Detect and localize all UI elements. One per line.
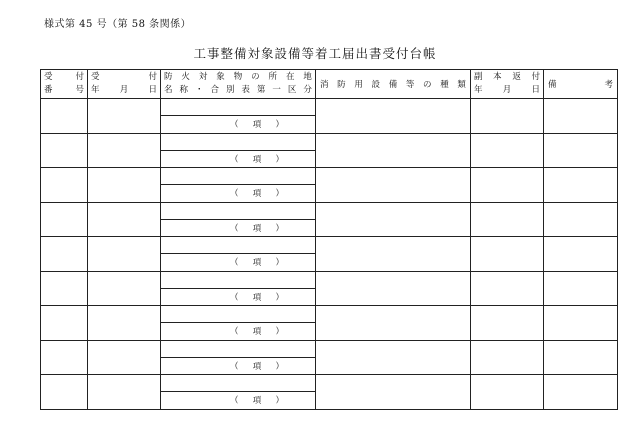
cell-receipt-date[interactable] [88, 375, 161, 410]
header-copy-return-line1: 副 本 返 付 [474, 72, 540, 82]
table-row [41, 133, 618, 168]
cell-location[interactable] [161, 306, 316, 341]
cell-receipt-number[interactable] [41, 99, 88, 134]
cell-equipment-type[interactable] [316, 99, 471, 134]
header-receipt-date-line1: 受 付 [91, 72, 157, 82]
location-cell [161, 272, 315, 306]
cell-receipt-date[interactable] [88, 99, 161, 134]
location-cell [161, 168, 315, 202]
header-remarks: 備 考 [544, 70, 618, 99]
cell-location[interactable] [161, 168, 316, 203]
cell-equipment-type[interactable] [316, 202, 471, 237]
cell-remarks[interactable] [544, 375, 618, 410]
occupancy-class-label: （ 項 ） [230, 120, 284, 131]
occupancy-class-label: （ 項 ） [230, 223, 284, 234]
location-name-field[interactable] [161, 272, 315, 289]
header-location [161, 70, 316, 99]
location-cell [161, 341, 315, 375]
cell-copy-return-date[interactable] [471, 99, 544, 134]
header-equipment-type: 消 防 用 設 備 等 の 種 類 [316, 70, 471, 99]
header-receipt-number-line2: 番 号 [44, 85, 84, 95]
cell-remarks[interactable] [544, 168, 618, 203]
occupancy-class-field[interactable] [161, 116, 315, 133]
location-cell [161, 306, 315, 340]
cell-copy-return-date[interactable] [471, 202, 544, 237]
cell-receipt-number[interactable] [41, 168, 88, 203]
cell-remarks[interactable] [544, 306, 618, 341]
cell-receipt-number[interactable] [41, 133, 88, 168]
location-name-field[interactable] [161, 341, 315, 358]
cell-copy-return-date[interactable] [471, 340, 544, 375]
cell-receipt-date[interactable] [88, 306, 161, 341]
cell-receipt-number[interactable] [41, 271, 88, 306]
occupancy-class-label: （ 項 ） [230, 258, 284, 269]
cell-equipment-type[interactable] [316, 340, 471, 375]
occupancy-class-label: （ 項 ） [230, 327, 284, 338]
cell-copy-return-date[interactable] [471, 271, 544, 306]
occupancy-class-field[interactable] [161, 151, 315, 168]
location-name-field[interactable] [161, 237, 315, 254]
cell-remarks[interactable] [544, 202, 618, 237]
cell-remarks[interactable] [544, 133, 618, 168]
location-name-field[interactable] [161, 134, 315, 151]
cell-equipment-type[interactable] [316, 133, 471, 168]
header-copy-return-date [471, 70, 544, 99]
table-row [41, 271, 618, 306]
header-receipt-number [41, 70, 88, 99]
location-cell [161, 375, 315, 409]
cell-copy-return-date[interactable] [471, 133, 544, 168]
occupancy-class-field[interactable] [161, 392, 315, 409]
table-row [41, 306, 618, 341]
form-number: 様式第 45 号（第 58 条関係） [44, 19, 192, 30]
occupancy-class-field[interactable] [161, 323, 315, 340]
occupancy-class-field[interactable] [161, 289, 315, 306]
header-row [41, 70, 618, 99]
location-cell [161, 203, 315, 237]
ledger-table [40, 69, 618, 410]
cell-receipt-number[interactable] [41, 306, 88, 341]
cell-equipment-type[interactable] [316, 375, 471, 410]
location-name-field[interactable] [161, 306, 315, 323]
occupancy-class-field[interactable] [161, 185, 315, 202]
cell-location[interactable] [161, 375, 316, 410]
cell-receipt-date[interactable] [88, 237, 161, 272]
occupancy-class-label: （ 項 ） [230, 361, 284, 372]
cell-copy-return-date[interactable] [471, 375, 544, 410]
header-receipt-number-line1: 受 付 [44, 72, 84, 82]
occupancy-class-field[interactable] [161, 220, 315, 237]
occupancy-class-label: （ 項 ） [230, 154, 284, 165]
header-receipt-date [88, 70, 161, 99]
table-row [41, 375, 618, 410]
header-location-line2: 名 称 ・ 合 別 表 第 一 区 分 [164, 85, 312, 95]
header-location-line1: 防 火 対 象 物 の 所 在 地 [164, 72, 312, 82]
cell-receipt-date[interactable] [88, 271, 161, 306]
document-title: 工事整備対象設備等着工届出書受付台帳 [193, 46, 437, 61]
cell-remarks[interactable] [544, 99, 618, 134]
occupancy-class-field[interactable] [161, 358, 315, 375]
table-row [41, 99, 618, 134]
cell-receipt-number[interactable] [41, 340, 88, 375]
location-name-field[interactable] [161, 203, 315, 220]
occupancy-class-label: （ 項 ） [230, 396, 284, 407]
table-row [41, 202, 618, 237]
occupancy-class-field[interactable] [161, 254, 315, 271]
cell-location[interactable] [161, 271, 316, 306]
cell-receipt-date[interactable] [88, 202, 161, 237]
cell-receipt-number[interactable] [41, 375, 88, 410]
cell-equipment-type[interactable] [316, 237, 471, 272]
cell-receipt-number[interactable] [41, 237, 88, 272]
cell-remarks[interactable] [544, 237, 618, 272]
table-row [41, 237, 618, 272]
table-row [41, 168, 618, 203]
occupancy-class-label: （ 項 ） [230, 189, 284, 200]
cell-copy-return-date[interactable] [471, 237, 544, 272]
location-name-field[interactable] [161, 375, 315, 392]
cell-location[interactable] [161, 202, 316, 237]
location-cell [161, 99, 315, 133]
cell-remarks[interactable] [544, 340, 618, 375]
cell-receipt-date[interactable] [88, 133, 161, 168]
location-name-field[interactable] [161, 168, 315, 185]
cell-receipt-number[interactable] [41, 202, 88, 237]
cell-equipment-type[interactable] [316, 168, 471, 203]
cell-equipment-type[interactable] [316, 306, 471, 341]
cell-copy-return-date[interactable] [471, 168, 544, 203]
occupancy-class-label: （ 項 ） [230, 292, 284, 303]
cell-copy-return-date[interactable] [471, 306, 544, 341]
cell-location[interactable] [161, 340, 316, 375]
cell-receipt-date[interactable] [88, 340, 161, 375]
header-receipt-date-line2: 年 月 日 [91, 85, 157, 95]
cell-receipt-date[interactable] [88, 168, 161, 203]
cell-equipment-type[interactable] [316, 271, 471, 306]
cell-remarks[interactable] [544, 271, 618, 306]
cell-location[interactable] [161, 133, 316, 168]
table-row [41, 340, 618, 375]
location-cell [161, 237, 315, 271]
cell-location[interactable] [161, 99, 316, 134]
location-name-field[interactable] [161, 99, 315, 116]
cell-location[interactable] [161, 237, 316, 272]
header-copy-return-line2: 年 月 日 [474, 85, 540, 95]
location-cell [161, 134, 315, 168]
